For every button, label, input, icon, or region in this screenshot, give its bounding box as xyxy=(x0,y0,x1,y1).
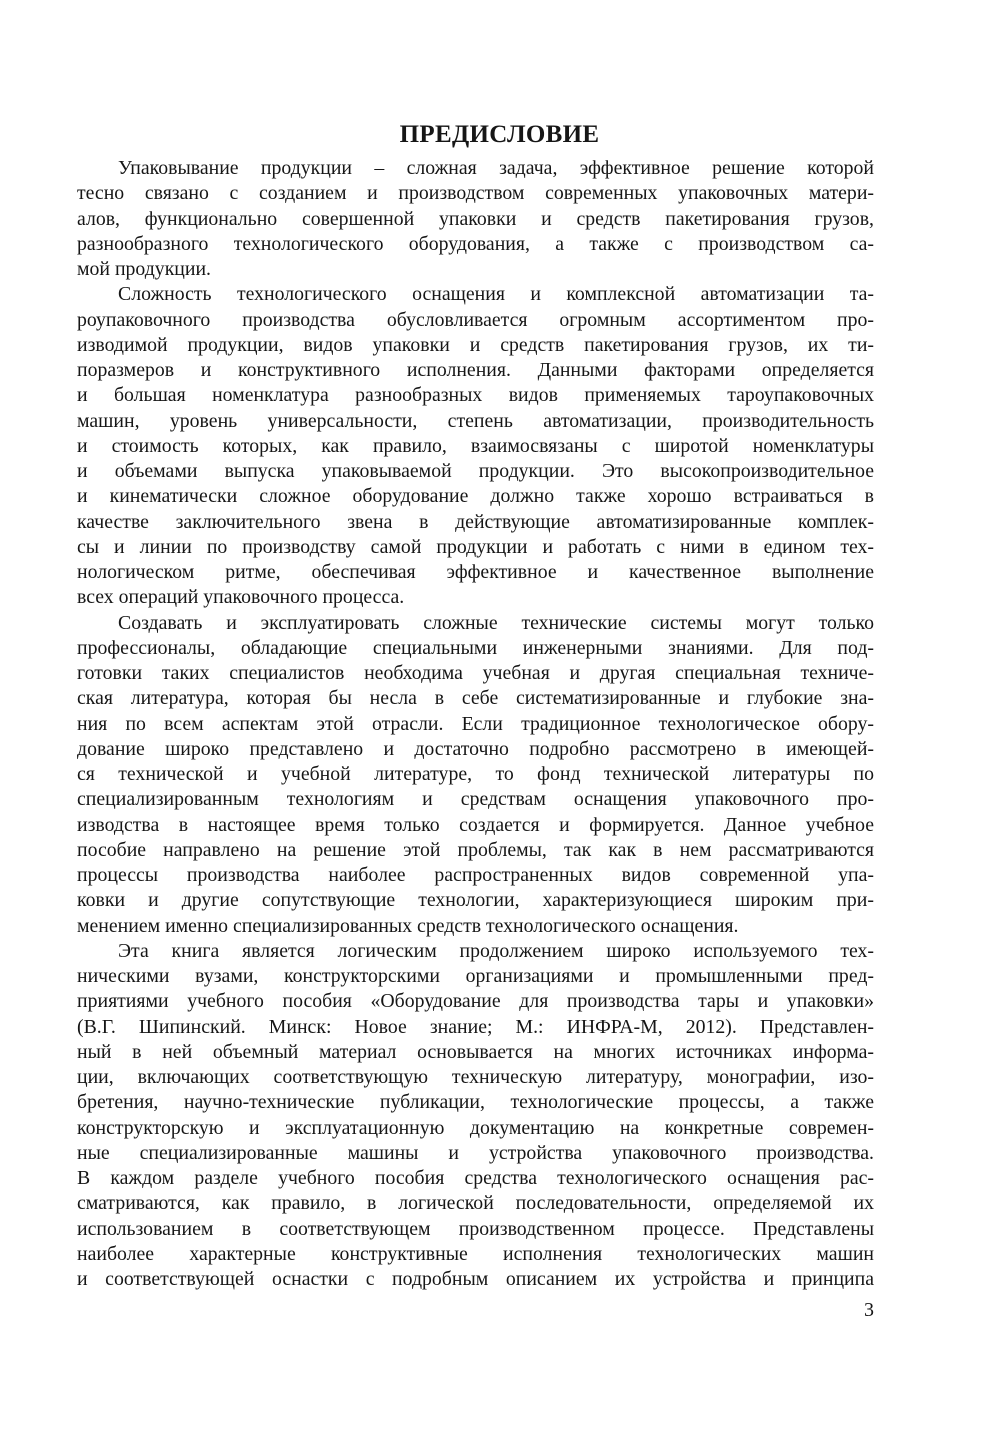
text-line: тесно связано с созданием и производством современных упаковочных матери- xyxy=(77,182,874,205)
text-line: и кинематически сложное оборудование должно также хорошо встраиваться в xyxy=(77,485,874,508)
text-line: Эта книга является логическим продолжением широко используемого тех- xyxy=(118,939,874,962)
text-line: конструкторскую и эксплуатационную документацию на конкретные современ- xyxy=(77,1116,874,1139)
text-line: готовки таких специалистов необходима учебная и другая специальная техниче- xyxy=(77,662,874,684)
text-line: дование широко представлено и достаточно подробно рассмотрено в имеющей- xyxy=(77,737,874,760)
paragraph-3 xyxy=(77,611,874,939)
text-line: В каждом разделе учебного пособия средства технологического оснащения рас- xyxy=(77,1167,874,1189)
text-line: машин, уровень универсальности, степень автоматизации, производительность xyxy=(77,409,874,432)
text-line: ции, включающих соответствующую техническую литературу, монографии, изо- xyxy=(77,1066,874,1088)
text-line: процессы производства наиболее распространенных видов современной упа- xyxy=(77,864,874,886)
text-line: ковки и другие сопутствующие технологии, характеризующиеся широким при- xyxy=(77,889,874,912)
text-line: бретения, научно-технические публикации, технологические процессы, а также xyxy=(77,1091,874,1114)
text-line: Упаковывание продукции – сложная задача, эффективное решение которой xyxy=(118,157,874,179)
text-line: сы и линии по производству самой продукции и работать с ними в едином тех- xyxy=(77,535,874,558)
text-line: Создавать и эксплуатировать сложные технические системы могут только xyxy=(118,611,874,634)
text-line: (В.Г. Шипинский. Минск: Новое знание; М.: ИНФРА-М, 2012). Представлен- xyxy=(77,1015,874,1038)
text-line: изводства в настоящее время только создается и формируется. Данное учебное xyxy=(77,813,874,836)
text-line: пособие направлено на решение этой проблемы, так как в нем рассматриваются xyxy=(77,838,874,861)
page-number: 3 xyxy=(864,1299,874,1321)
text-line: ся технической и учебной литературе, то фонд технической литературы по xyxy=(77,763,874,785)
text-line: сматриваются, как правило, в логической последовательности, определяемой их xyxy=(77,1192,874,1215)
text-line: ская литература, которая бы несла в себе систематизированные и глубокие зна- xyxy=(77,687,874,710)
page-title: ПРЕДИСЛОВИЕ xyxy=(399,120,600,148)
text-line: разнообразного технологического оборудования, а также с производством са- xyxy=(77,232,874,255)
preface-text xyxy=(77,156,874,1292)
text-line: ный в ней объемный материал основывается на многих источниках информа- xyxy=(77,1040,874,1063)
text-line: нологическом ритме, обеспечивая эффективное и качественное выполнение xyxy=(77,561,874,583)
text-line: всех операций упаковочного процесса. xyxy=(77,586,405,609)
text-line: мой продукции. xyxy=(77,258,212,280)
text-line: специализированным технологиям и средствам оснащения упаковочного про- xyxy=(77,788,874,811)
text-line: профессионалы, обладающие специальными инженерными знаниями. Для под- xyxy=(77,636,874,659)
text-line: приятиями учебного пособия «Оборудование для производства тары и упаковки» xyxy=(77,990,874,1013)
paragraph-2 xyxy=(77,282,874,610)
text-line: качестве заключительного звена в действующие автоматизированные комплек- xyxy=(77,510,874,533)
text-line: и стоимость которых, как правило, взаимосвязаны с широтой номенклатуры xyxy=(77,434,874,457)
text-line: роупаковочного производства обусловливается огромным ассортиментом про- xyxy=(77,308,874,331)
text-line: изводимой продукции, видов упаковки и средств пакетирования грузов, их ти- xyxy=(77,333,874,356)
text-line: и большая номенклатура разнообразных видов применяемых тароупаковочных xyxy=(77,384,874,407)
paragraph-1 xyxy=(77,156,874,282)
text-line: поразмеров и конструктивного исполнения. Данными факторами определяется xyxy=(77,359,874,381)
text-line: использованием в соответствующем производственном процессе. Представлены xyxy=(77,1217,874,1240)
text-line: ные специализированные машины и устройства упаковочного производства. xyxy=(77,1141,874,1164)
text-line: и объемами выпуска упаковываемой продукции. Это высокопроизводительное xyxy=(77,460,874,482)
text-line: Сложность технологического оснащения и комплексной автоматизации та- xyxy=(118,283,874,306)
text-line: менением именно специализированных средств технологического оснащения. xyxy=(77,914,739,937)
text-line: и соответствующей оснастки с подробным описанием их устройства и принципа xyxy=(77,1268,874,1290)
text-line: наиболее характерные конструктивные исполнения технологических машин xyxy=(77,1242,874,1265)
paragraph-4 xyxy=(77,939,874,1293)
text-line: алов, функционально совершенной упаковки и средств пакетирования грузов, xyxy=(77,207,874,230)
text-line: ния по всем аспектам этой отрасли. Если традиционное технологическое обору- xyxy=(77,712,874,735)
text-line: ническими вузами, конструкторскими организациями и промышленными пред- xyxy=(77,965,874,987)
